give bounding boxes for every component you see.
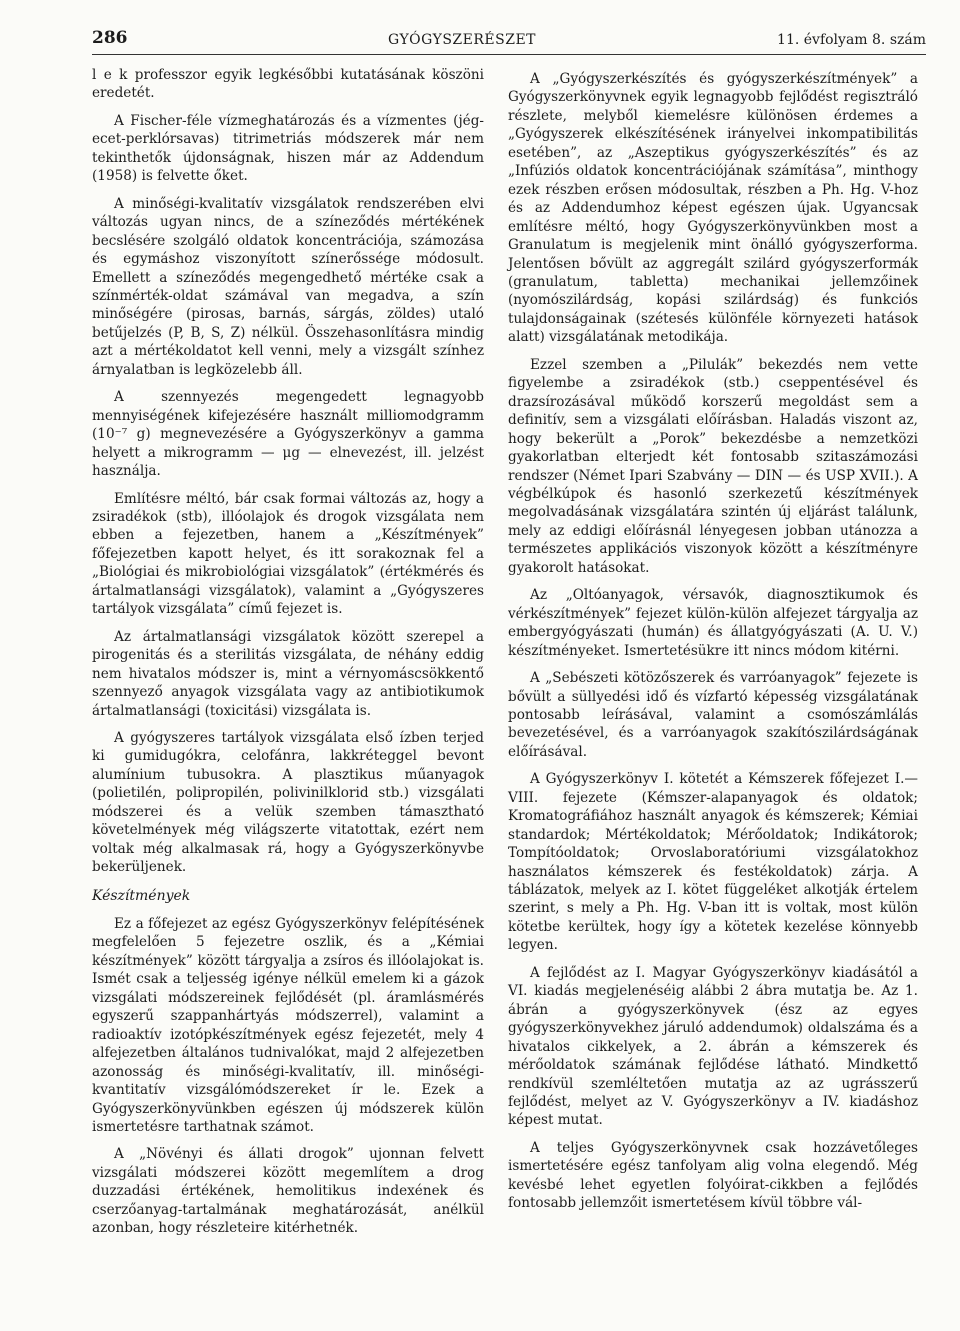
header-rule [92, 54, 926, 55]
paragraph: A „Gyógyszerkészítés és gyógyszerkészítmények” a Gyógyszerkönyvnek egyik legnagyobb fejlődést regisztráló részlete, melyből kiemelésre különösen érdemes a „Gyógyszerek elkészítésének irányelvei inkompatibilitás esetében”, az „Aszeptikus gyógyszerkészítés” és az „Infúziós oldatok koncentrációjának számítása”, minthogy ezek részben erősen módosultak, részben a Ph. Hg. V-hoz és az Addendumhoz képest egészen újak. Ugyancsak említésre méltó, hogy Gyógyszerkönyvünkben most a Granulatum is megjelenik mint önálló gyógyszerforma. Jelentősen bővült az aggregált szilárd gyógyszerformák (granulatum, tabletta) mechanikai jellemzőinek (nyomószilárdság, kopási szilárdság) és funkciós tulajdonságainak (szétesés különféle környezeti hatások alatt) vizsgálatának metodikája. [508, 71, 918, 346]
paragraph: Az „Oltóanyagok, vérsavók, diagnosztikumok és vérkészítmények” fejezet külön-külön alfejezet tárgyalja az embergyógyászati (humán) és állatgyógyászati (A. U. V.) készítményeket. Ismertetésükre itt nincs módom kitérni. [508, 587, 918, 659]
paragraph: A Gyógyszerkönyv I. kötetét a Kémszerek főfejezet I.—VIII. fejezete (Kémszer-alapanyagok és oldatok; Kromatográfiához használt anyagok és kémszerek; Kémiai standardok; Mértékoldatok; Mérőoldatok; Indikátorok; Tompítóoldatok; Orvoslaboratóriumi vizsgálatokhoz használatos kémszerek és festékoldatok) zárja. A táblázatok, melyek az I. kötet függeléket alkotják értelem szerint, s mely a Ph. Hg. V-ban itt is voltak, most külön kötetbe kerültek, hogy így a kötetek kezelése könnyebb legyen. [508, 771, 918, 954]
paragraph: A „Növényi és állati drogok” ujonnan felvett vizsgálati módszerei között megemlítem a drog duzzadási értékének, hemolitikus indexének és cserzőanyag-tartalmának meghatározását, anélkül azonban, hogy részleteire kitérhetnék. [92, 1146, 484, 1237]
paragraph: Az ártalmatlansági vizsgálatok között szerepel a pirogenitás és a sterilitás vizsgálata, de néhány eddig nem hivatalos módszer is, mint a vérnyomáscsökkentő szennyező anyagok vizsgálata vagy az antibiotikumok ártalmatlansági (toxicitási) vizsgálata is. [92, 628, 484, 719]
paragraph: A teljes Gyógyszerkönyvnek csak hozzávetőleges ismertetésére egész tanfolyam alig volna elegendő. Még kevésbé lehet egyetlen folyóirat-cikkben a fejlődés fontosabb jellemzőit ismertetésem kívül többre vál- [508, 1139, 918, 1212]
journal-title: GYÓGYSZERÉSZET [388, 32, 537, 48]
paragraph: A minőségi-kvalitatív vizsgálatok rendszerében elvi változás ugyan nincs, de a színeződés mértékének becslésére szolgáló oldatok koncentrációja, számozása és egymáshoz viszonyított színerőssége módosult. Emellett a színeződés megengedhető mértéke csak a színmérték-oldat számával van megadva, a szín minőségére (pirosas, barnás, sárgás, zöldes) utaló betűjelzés (P, B, S, Z) nélkül. Összehasonlításra mindig azt a mértékoldatot kell venni, mely a vizsgált színhez árnyalatban is legközelebb áll. [92, 195, 484, 378]
paragraph: A gyógyszeres tartályok vizsgálata első ízben terjed ki gumidugókra, celofánra, lakkréteggel bevont alumínium tubusokra. A plasztikus műanyagok (polietilén, polipropilén, polivinilklorid stb.) vizsgálati módszerei és a velük szemben támasztható követelmények még világszerte vitatottak, ezért nem voltak még alkalmasak rá, hogy a Gyógyszerkönyvbe bekerüljenek. [92, 729, 484, 876]
issue-label: 11. évfolyam 8. szám [777, 32, 926, 48]
paragraph: Ez a főfejezet az egész Gyógyszerkönyv felépítésének megfelelően 5 fejezetre oszlik, és a „Kémiai készítmények” között tárgyalja a zsíros és illóolajokat is. Ismét csak a teljesség igénye nélkül emelem ki a gázok vizsgálati módszereinek fejlődését (pl. áramlásmérés egyszerű szappanhártyás módszerrel), valamint a radioaktív izotópkészítmények egész fejezetét, mely 4 alfejezetben általános tudnivalókat, majd 2 alfejezetben azonosság és minőségi-kvalitatív, ill. minőségi-kvantitatív vizsgálómódszereket ír le. Ezek a Gyógyszerkönyvünkben egészen új módszerek külön ismertetésre tarthatnak számot. [92, 916, 484, 1136]
paragraph: A „Sebészeti kötözőszerek és varróanyagok” fejezete is bővült a süllyedési idő és vízfartó képesség vizsgálatának pontosabb leírásával, valamint a csomószámlálás bevezetésével, és a varróanyagok szakítószilárdságának előírásával. [508, 670, 918, 760]
paragraph: Említésre méltó, bár csak formai változás az, hogy a zsiradékok (stb), illóolajok és drogok vizsgálata nem ebben a fejezetben, hanem a „Készítmények” főfejezetben kapott helyet, és itt sorakoznak fel a „Biológiai és mikrobiológiai vizsgálatok” (értékmérés és ártalmatlansági vizsgálatok), valamint a „Gyógyszeres tartályok vizsgálata” című fejezet is. [92, 490, 484, 618]
right-column [508, 70, 918, 1222]
paragraph: A szennyezés megengedett legnagyobb mennyiségének kifejezésére használt milliomodgramm (10⁻⁷ g) megnevezésére a Gyógyszerkönyv a gamma helyett a mikrogramm — μg — elnevezést, ill. jelzést használja. [92, 389, 484, 480]
paragraph: A Fischer-féle vízmeghatározás és a vízmentes (jég-ecet-perklórsavas) titrimetriás módszerek már nem tekinthetők újdonságnak, hiszen már az Addendum (1958) is felvette őket. [92, 112, 484, 185]
section-heading: Készítmények [92, 887, 191, 904]
left-column [92, 66, 484, 1247]
paragraph: l e k professzor egyik legkésőbbi kutatásának köszöni eredetét. [92, 67, 484, 102]
page-number: 286 [92, 28, 128, 48]
paragraph: Ezzel szemben a „Pilulák” bekezdés nem vette figyelembe a zsiradékok (stb.) cseppentésével és drazsírozásával működő korszerű megoldást sem a definitív, sem a vizsgálati előírásban. Haladás viszont az, hogy bekerült a „Porok” bekezdésbe a nemzetközi gyakorlatban elterjedt két fontosabb szitaszámozási rendszer (Német Ipari Szabvány — DIN — és USP XVII.). A végbélkúpok és hasonló szerkezetű készítmények megolvadásának vizsgálatára szintén új eljárást találunk, mely az eddigi előírásnál lényegesen jobban utánozza a természetes applikációs viszonyok között a készítményre gyakorolt hatásokat. [508, 356, 918, 576]
paragraph: A fejlődést az I. Magyar Gyógyszerkönyv kiadásától a VI. kiadás megjelenéséig alábbi 2 ábra mutatja be. Az 1. ábrán a gyógyszerkönyvek (ész az egyes gyógyszerkönyvekhez járuló addendumok) oldalszáma és a hivatalos cikkelyek, a 2. ábrán a kémszerek és mérőoldatok számának fejlődése látható. Mindkettő rendkívül szemléltetően mutatja az az ugrásszerű fejlődést, melyet az V. Gyógyszerkönyv a IV. kiadáshoz képest mutat. [508, 964, 918, 1129]
